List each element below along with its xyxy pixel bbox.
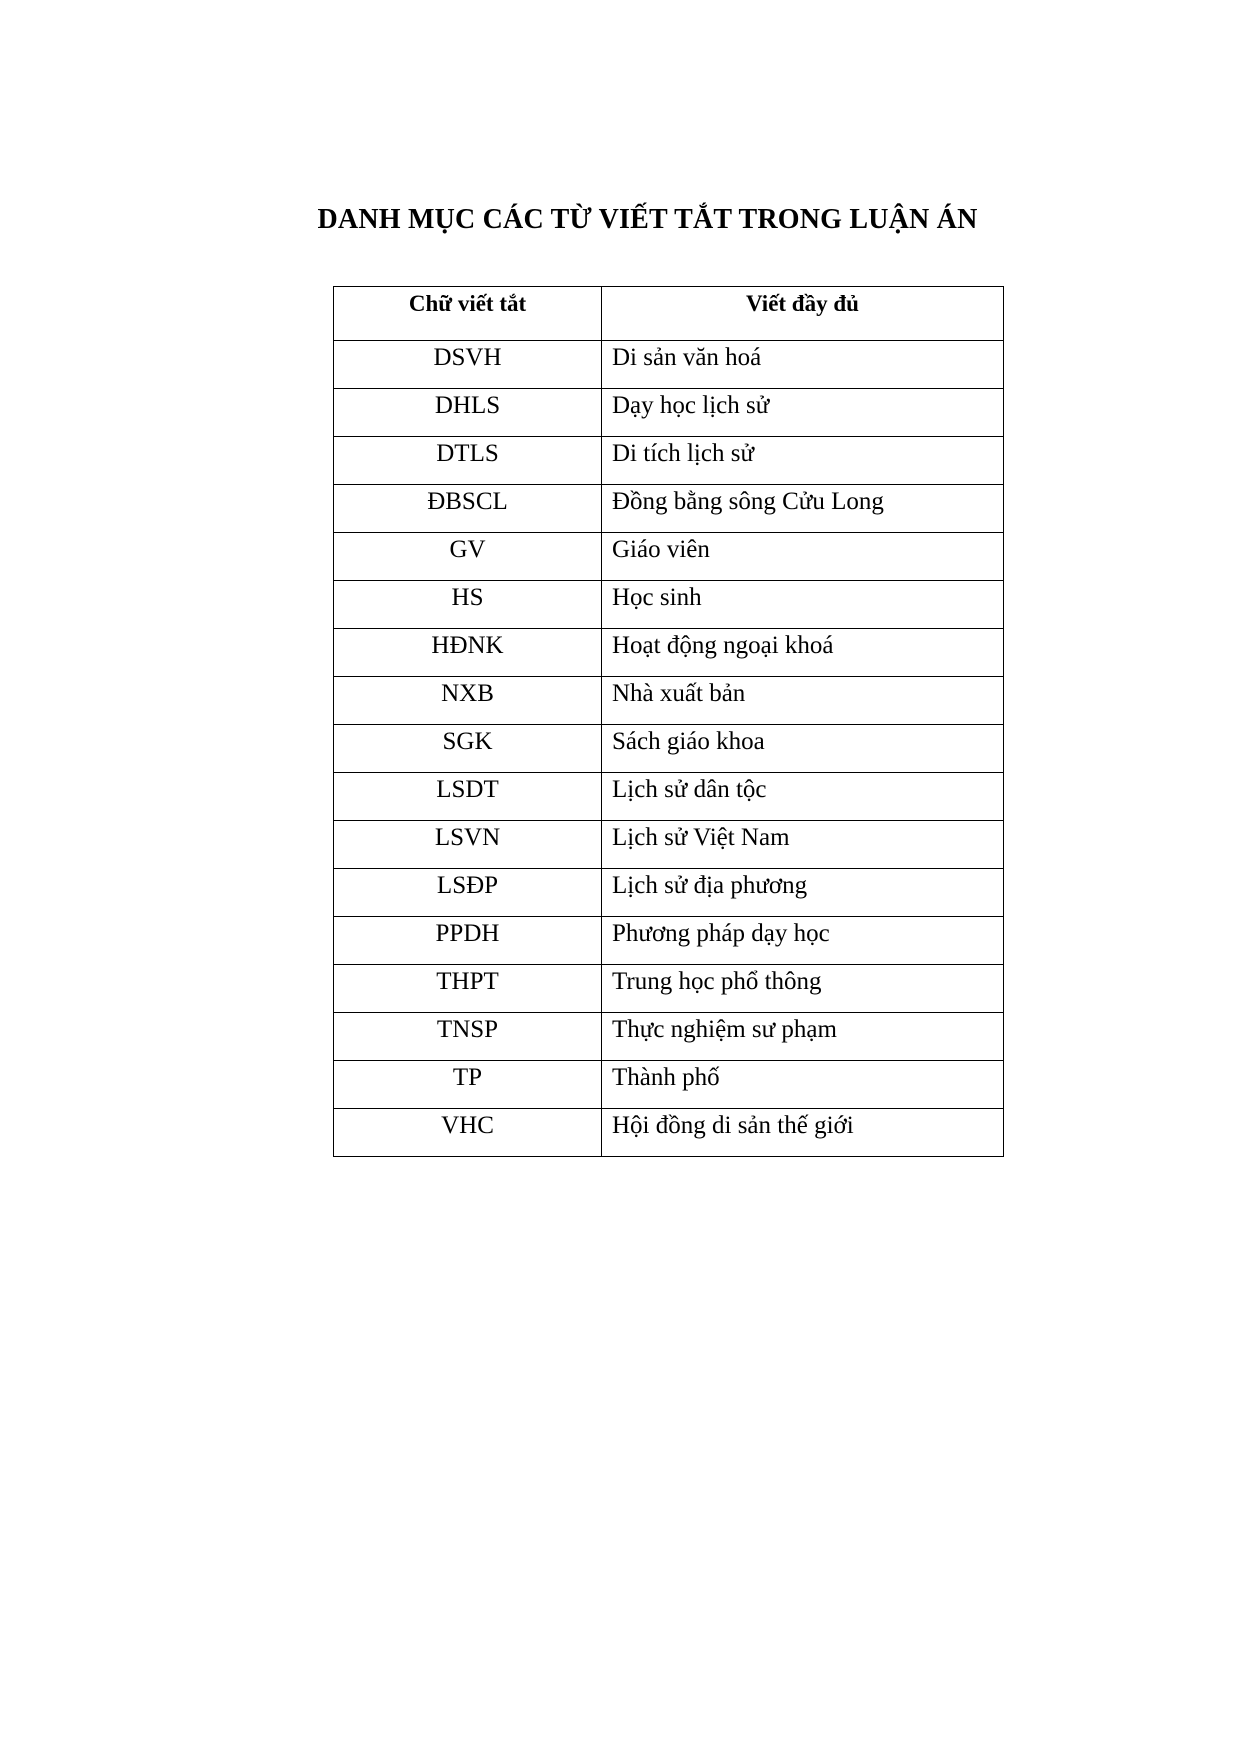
abbreviation-cell: THPT bbox=[334, 965, 602, 1013]
table-row bbox=[334, 485, 1004, 533]
full-form-cell: Hoạt động ngoại khoá bbox=[602, 629, 1004, 677]
table-row bbox=[334, 533, 1004, 581]
abbreviation-cell: TP bbox=[334, 1061, 602, 1109]
table-row bbox=[334, 821, 1004, 869]
full-form-cell: Sách giáo khoa bbox=[602, 725, 1004, 773]
table-row bbox=[334, 389, 1004, 437]
column-header-full-form: Viết đầy đủ bbox=[602, 287, 1004, 341]
abbreviation-cell: DHLS bbox=[334, 389, 602, 437]
full-form-cell: Thành phố bbox=[602, 1061, 1004, 1109]
abbreviation-cell: DTLS bbox=[334, 437, 602, 485]
abbreviation-cell: NXB bbox=[334, 677, 602, 725]
table-row bbox=[334, 581, 1004, 629]
full-form-cell: Thực nghiệm sư phạm bbox=[602, 1013, 1004, 1061]
abbreviation-table bbox=[333, 286, 1004, 1157]
abbreviation-cell: SGK bbox=[334, 725, 602, 773]
full-form-cell: Phương pháp dạy học bbox=[602, 917, 1004, 965]
full-form-cell: Nhà xuất bản bbox=[602, 677, 1004, 725]
full-form-cell: Hội đồng di sản thế giới bbox=[602, 1109, 1004, 1157]
table-row bbox=[334, 341, 1004, 389]
table-row bbox=[334, 437, 1004, 485]
full-form-cell: Lịch sử Việt Nam bbox=[602, 821, 1004, 869]
abbreviation-cell: PPDH bbox=[334, 917, 602, 965]
table-row bbox=[334, 725, 1004, 773]
abbreviation-cell: GV bbox=[334, 533, 602, 581]
full-form-cell: Đồng bằng sông Cửu Long bbox=[602, 485, 1004, 533]
column-header-abbreviation: Chữ viết tắt bbox=[334, 287, 602, 341]
full-form-cell: Trung học phổ thông bbox=[602, 965, 1004, 1013]
abbreviation-cell: HS bbox=[334, 581, 602, 629]
table-row bbox=[334, 1013, 1004, 1061]
abbreviation-cell: VHC bbox=[334, 1109, 602, 1157]
full-form-cell: Giáo viên bbox=[602, 533, 1004, 581]
full-form-cell: Lịch sử địa phương bbox=[602, 869, 1004, 917]
abbreviation-cell: ĐBSCL bbox=[334, 485, 602, 533]
full-form-cell: Học sinh bbox=[602, 581, 1004, 629]
table-row bbox=[334, 629, 1004, 677]
page-title: DANH MỤC CÁC TỪ VIẾT TẮT TRONG LUẬN ÁN bbox=[317, 204, 978, 235]
table-row bbox=[334, 1061, 1004, 1109]
abbreviation-cell: TNSP bbox=[334, 1013, 602, 1061]
table-row bbox=[334, 917, 1004, 965]
table-row bbox=[334, 677, 1004, 725]
table-row bbox=[334, 965, 1004, 1013]
abbreviation-cell: LSĐP bbox=[334, 869, 602, 917]
abbreviation-cell: HĐNK bbox=[334, 629, 602, 677]
table-row bbox=[334, 1109, 1004, 1157]
table-row bbox=[334, 773, 1004, 821]
full-form-cell: Lịch sử dân tộc bbox=[602, 773, 1004, 821]
full-form-cell: Di sản văn hoá bbox=[602, 341, 1004, 389]
full-form-cell: Dạy học lịch sử bbox=[602, 389, 1004, 437]
table-header-row bbox=[334, 287, 1004, 341]
abbreviation-cell: LSDT bbox=[334, 773, 602, 821]
table-row bbox=[334, 869, 1004, 917]
abbreviation-cell: LSVN bbox=[334, 821, 602, 869]
full-form-cell: Di tích lịch sử bbox=[602, 437, 1004, 485]
abbreviation-cell: DSVH bbox=[334, 341, 602, 389]
